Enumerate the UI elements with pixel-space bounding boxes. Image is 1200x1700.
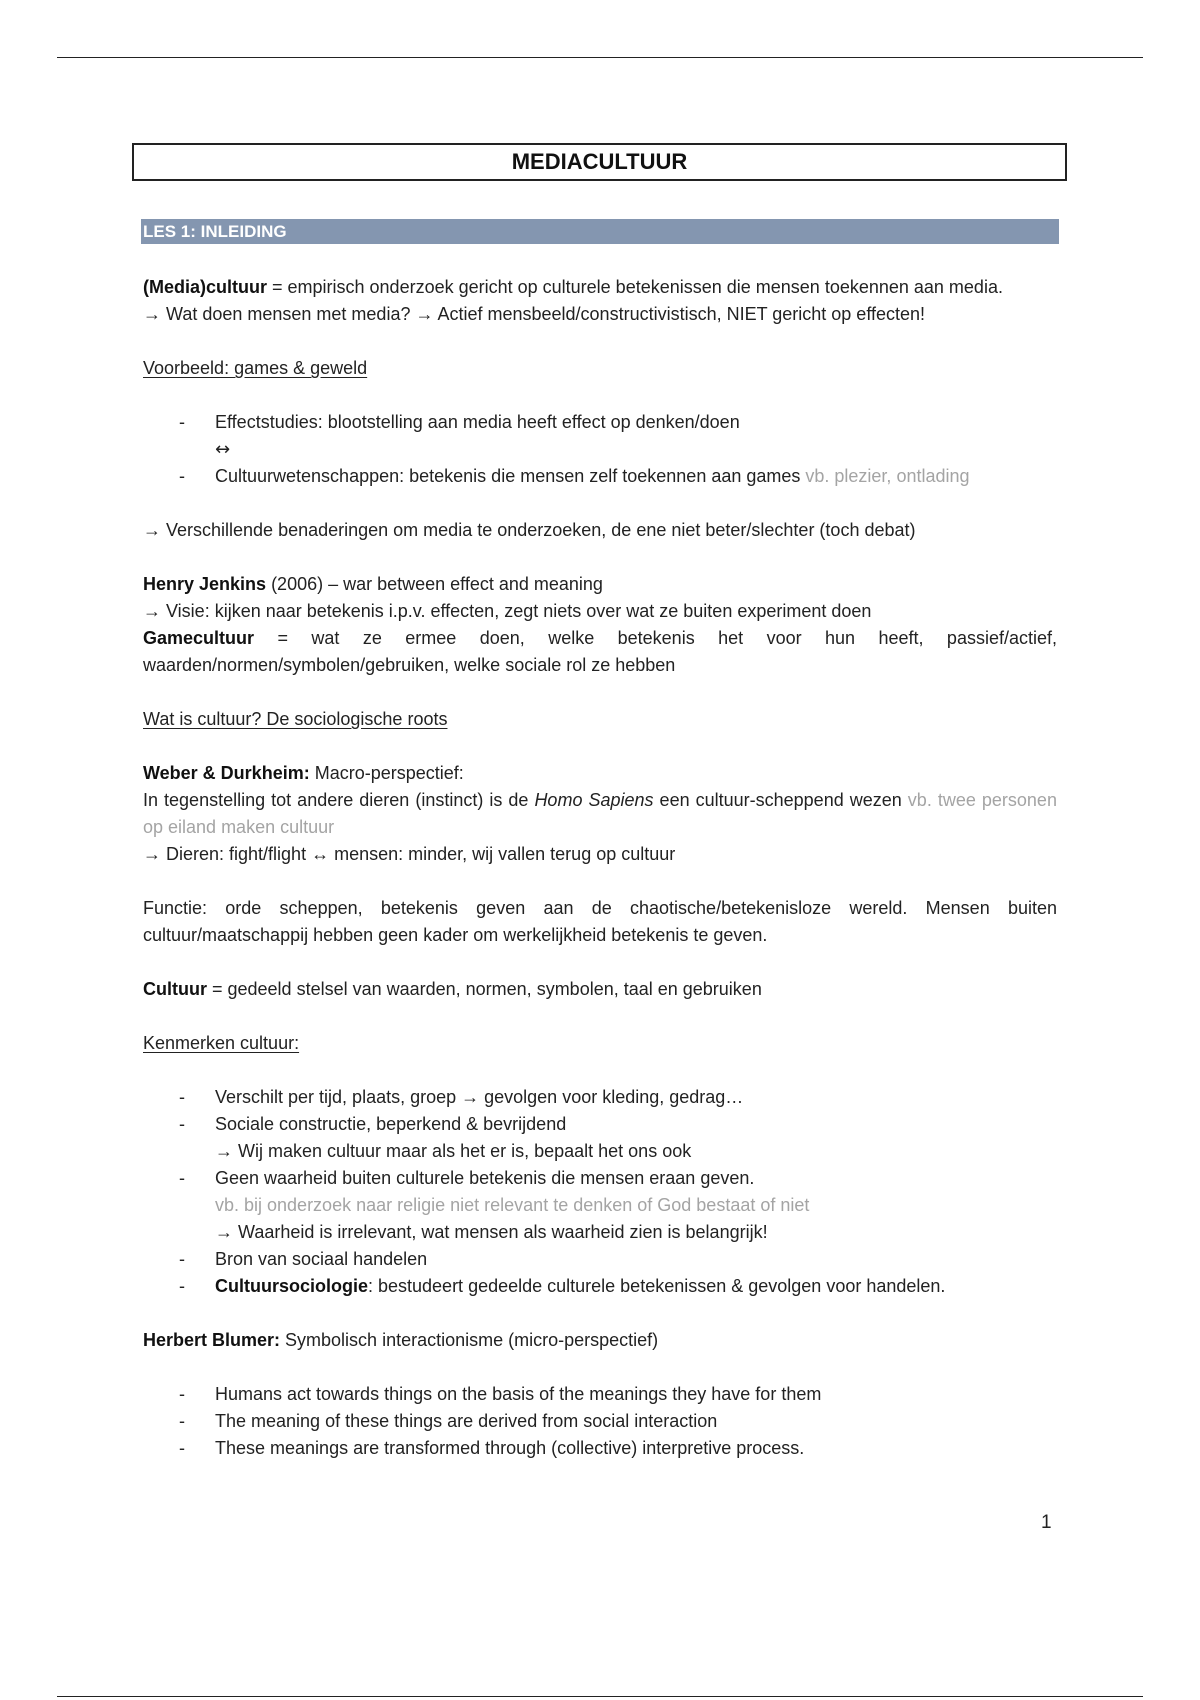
bullet-dash: - — [179, 1114, 185, 1134]
list-item-bron — [143, 1246, 1057, 1273]
definition-text: = wat ze ermee doen, welke betekenis het voor hun heeft, passief/actief, waarden/normen/symbolen/gebruiken, welke sociale rol ze hebben — [143, 628, 1057, 675]
bullet-dash: - — [179, 1438, 185, 1458]
bullet-dash: - — [179, 1276, 185, 1296]
bullet-dash: - — [179, 412, 185, 432]
paragraph-functie: Functie: orde scheppen, betekenis geven aan de chaotische/betekenisloze wereld. Mensen buiten cultuur/maatschappij hebben geen kader om werkelijkheid betekenis te geven. — [143, 898, 1057, 945]
list-item-text: Humans act towards things on the basis of the meanings they have for them — [215, 1384, 822, 1404]
list-item-meaning-derived — [143, 1408, 1057, 1435]
paragraph-dieren: → Dieren: fight/flight ↔ mensen: minder, wij vallen terug op cultuur — [143, 844, 676, 864]
list-item-text: Sociale constructie, beperkend & bevrijdend — [215, 1114, 567, 1134]
term-homo-sapiens: Homo Sapiens — [534, 790, 654, 810]
subheading-kenmerken: Kenmerken cultuur: — [143, 1033, 300, 1053]
page-number: 1 — [1041, 1512, 1052, 1533]
bullet-dash: - — [179, 466, 185, 486]
list-item-cultuursociologie — [143, 1273, 1057, 1300]
list-item-text: Effectstudies: blootstelling aan media heeft effect op denken/doen — [215, 412, 740, 432]
list-item-text: Cultuurwetenschappen: betekenis die mensen zelf toekennen aan games — [215, 466, 801, 486]
bullet-dash: - — [179, 1384, 185, 1404]
term-cultuur: Cultuur — [143, 979, 207, 999]
jenkins-text: (2006) – war between effect and meaning — [266, 574, 603, 594]
definition-mediacultuur — [143, 274, 1057, 301]
paragraph-homo-sapiens — [143, 787, 1057, 841]
document-body — [143, 274, 1057, 1462]
list-subitem: → Waarheid is irrelevant, wat mensen als waarheid zien is belangrijk! — [215, 1222, 768, 1242]
list-item-geen-waarheid — [143, 1165, 1057, 1192]
name-herbert-blumer: Herbert Blumer: — [143, 1330, 281, 1350]
paragraph-benaderingen: → Verschillende benaderingen om media te onderzoeken, de ene niet beter/slechter (toch debat) — [143, 520, 916, 540]
section-heading: LES 1: INLEIDING — [141, 219, 1059, 244]
header-rule — [57, 57, 1143, 58]
text-fragment: een cultuur-scheppend wezen — [653, 790, 902, 810]
example-note: vb. bij onderzoek naar religie niet relevant te denken of God bestaat of niet — [215, 1195, 810, 1215]
paragraph-blumer — [143, 1327, 1057, 1354]
subheading-wat-is-cultuur: Wat is cultuur? De sociologische roots — [143, 709, 448, 729]
list-item-effectstudies — [143, 409, 1057, 436]
footer-rule — [57, 1696, 1143, 1697]
bullet-dash: - — [179, 1087, 185, 1107]
bullet-dash: - — [179, 1411, 185, 1431]
name-henry-jenkins: Henry Jenkins — [143, 574, 267, 594]
document-title: MEDIACULTUUR — [132, 143, 1067, 181]
list-item-text: Bron van sociaal handelen — [215, 1249, 428, 1269]
paragraph-arrow-wat-doen: → Wat doen mensen met media? → Actief mensbeeld/constructivistisch, NIET gericht op effecten! — [143, 304, 926, 324]
bullet-dash: - — [179, 1168, 185, 1188]
list-item-text: Geen waarheid buiten culturele betekenis die mensen eraan geven. — [215, 1168, 755, 1188]
example-note: vb. twee personen op eiland maken cultuur — [143, 790, 1057, 837]
paragraph-visie: → Visie: kijken naar betekenis i.p.v. effecten, zegt niets over wat ze buiten experiment doen — [143, 601, 872, 621]
double-arrow-icon: ↔ — [215, 439, 231, 460]
list-item-sociale-constructie — [143, 1111, 1057, 1138]
definition-gamecultuur — [143, 625, 1057, 679]
paragraph-weber — [143, 760, 1057, 787]
bullet-dash: - — [179, 1249, 185, 1269]
weber-text: Macro-perspectief: — [309, 763, 464, 783]
list-item-meanings-transformed — [143, 1435, 1057, 1462]
list-item-text: These meanings are transformed through (collective) interpretive process. — [215, 1438, 805, 1458]
list-item-humans-act — [143, 1381, 1057, 1408]
term-cultuursociologie: Cultuursociologie — [215, 1276, 368, 1296]
term-mediacultuur: (Media)cultuur — [143, 277, 267, 297]
double-arrow-line — [143, 436, 1057, 463]
list-item-verschilt — [143, 1084, 1057, 1111]
name-weber-durkheim: Weber & Durkheim: — [143, 763, 310, 783]
subheading-voorbeeld: Voorbeeld: games & geweld — [143, 358, 368, 378]
example-note: vb. plezier, ontlading — [800, 466, 970, 486]
list-item-cultuurwetenschappen — [143, 463, 1057, 490]
list-item-text: Verschilt per tijd, plaats, groep → gevolgen voor kleding, gedrag… — [215, 1087, 744, 1107]
list-item-text: : bestudeert gedeelde culturele betekenissen & gevolgen voor handelen. — [368, 1276, 946, 1296]
paragraph-jenkins — [143, 571, 1057, 598]
definition-text: = empirisch onderzoek gericht op culturele betekenissen die mensen toekennen aan media. — [267, 277, 1003, 297]
list-item-text: The meaning of these things are derived from social interaction — [215, 1411, 718, 1431]
definition-cultuur — [143, 976, 1057, 1003]
blumer-text: Symbolisch interactionisme (micro-perspectief) — [280, 1330, 659, 1350]
text-fragment: In tegenstelling tot andere dieren (instinct) is de — [143, 790, 535, 810]
list-subitem: → Wij maken cultuur maar als het er is, bepaalt het ons ook — [215, 1141, 692, 1161]
definition-text: = gedeeld stelsel van waarden, normen, symbolen, taal en gebruiken — [206, 979, 762, 999]
term-gamecultuur: Gamecultuur — [143, 628, 255, 648]
